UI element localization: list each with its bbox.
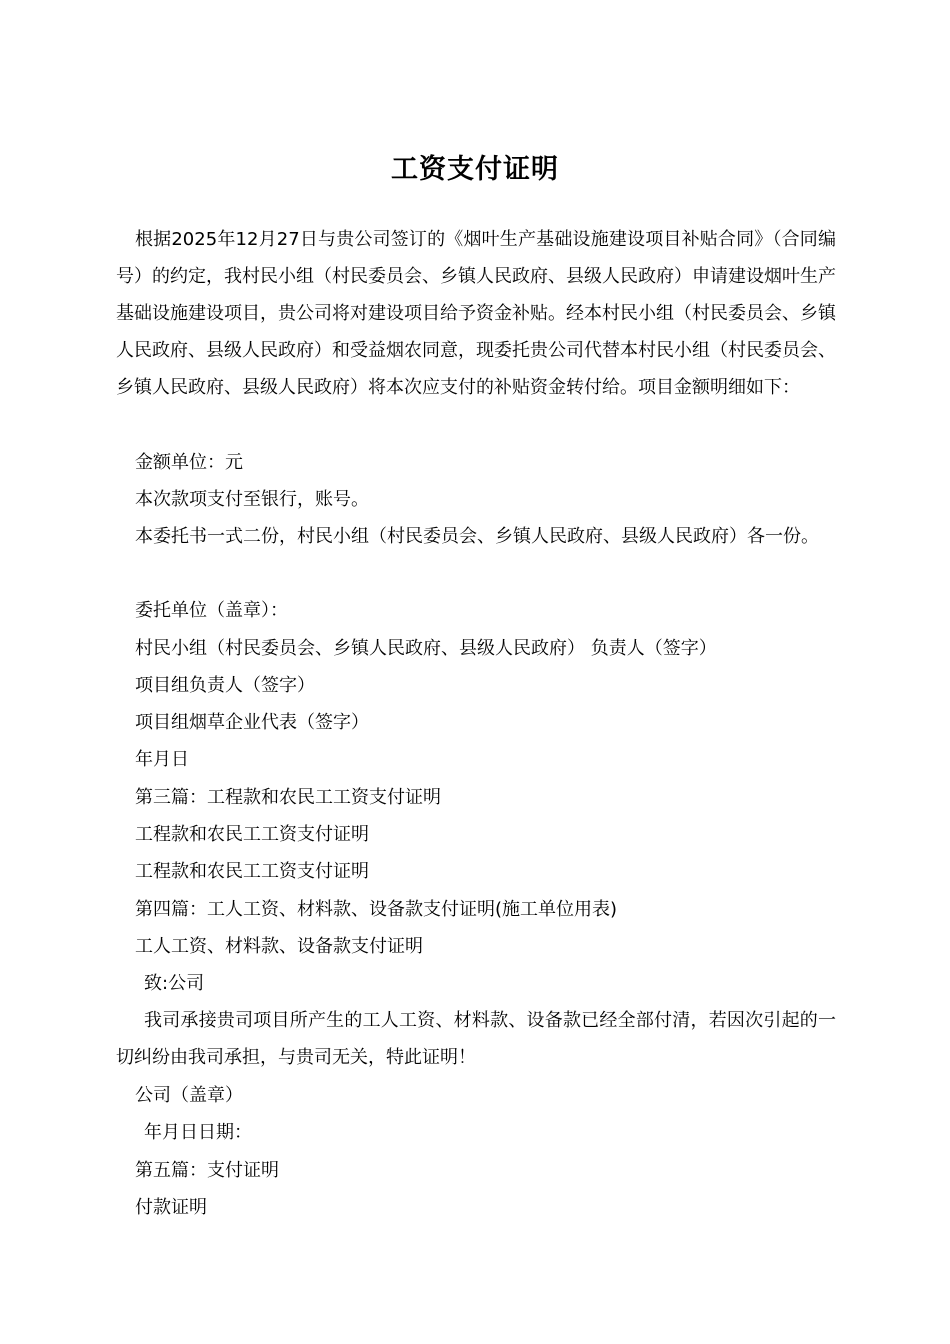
section-heading-5: 第五篇：支付证明 — [135, 1160, 279, 1181]
section-subheading: 工程款和农民工工资支付证明 — [135, 824, 369, 845]
section-heading-4: 第四篇：工人工资、材料款、设备款支付证明(施工单位用表) — [135, 899, 618, 920]
section-subheading: 工程款和农民工工资支付证明 — [135, 861, 369, 882]
section-subheading: 付款证明 — [135, 1197, 207, 1218]
tobacco-rep-signature-line: 项目组烟草企业代表（签字） — [135, 712, 369, 733]
section-subheading: 工人工资、材料款、设备款支付证明 — [135, 936, 423, 957]
statement-paragraph: 我司承接贵司项目所产生的工人工资、材料款、设备款已经全部付清，若因次引起的一切纠纷由我司承担，与贵司无关，特此证明！ — [116, 1010, 836, 1068]
addressee-line: 致:公司 — [144, 973, 205, 994]
company-seal-line: 公司（盖章） — [135, 1085, 243, 1106]
section-heading-3: 第三篇：工程款和农民工工资支付证明 — [135, 787, 441, 808]
document-title: 工资支付证明 — [391, 154, 559, 186]
bank-account-line: 本次款项支付至银行，账号。 — [135, 489, 369, 510]
entrusting-unit-line: 委托单位（盖章）： — [135, 600, 288, 621]
date-line: 年月日 — [135, 749, 189, 770]
village-signature-line: 村民小组（村民委员会、乡镇人民政府、县级人民政府） 负责人（签字） — [135, 638, 717, 659]
copies-paragraph: 本委托书一式二份，村民小组（村民委员会、乡镇人民政府、县级人民政府）各一份。 — [135, 526, 819, 547]
project-leader-signature-line: 项目组负责人（签字） — [135, 675, 315, 696]
amount-unit-line: 金额单位：元 — [135, 452, 243, 473]
body-paragraph: 根据2025年12月27日与贵公司签订的《烟叶生产基础设施建设项目补贴合同》（合同编号）的约定，我村民小组（村民委员会、乡镇人民政府、县级人民政府）申请建设烟叶生产基础设施建设项目，贵公司将对建设项目给予资金补贴。经本村民小组（村民委员会、乡镇人民政府、县级人民政府）和受益烟农同意，现委托贵公司代替本村民小组（村民委员会、乡镇人民政府、县级人民政府）将本次应支付的补贴资金转付给。项目金额明细如下： — [116, 229, 836, 398]
date-line: 年月日日期： — [144, 1122, 252, 1143]
